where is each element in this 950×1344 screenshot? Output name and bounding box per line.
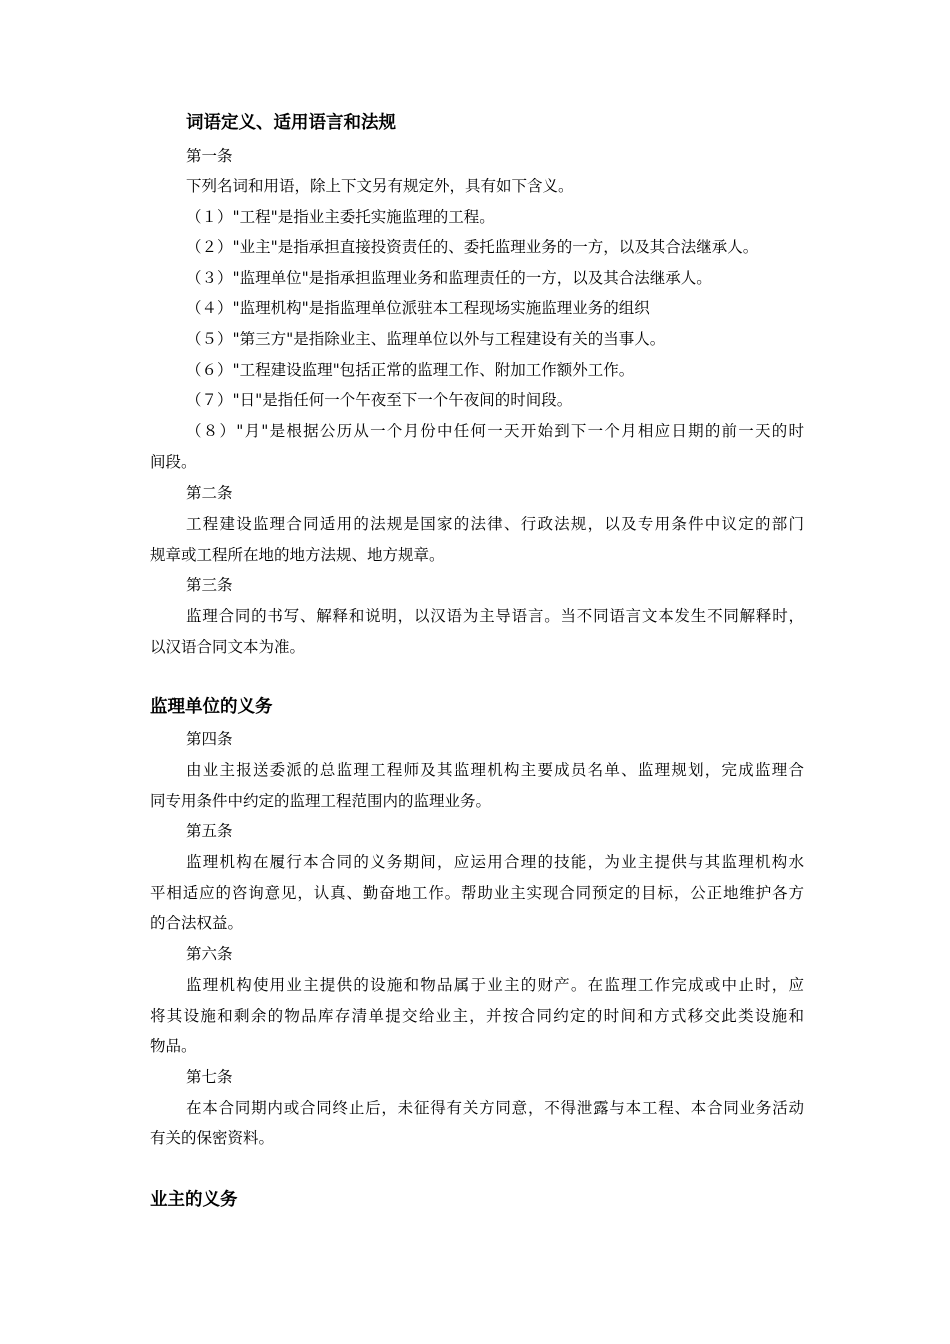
article-6-line2: 将其设施和剩余的物品库存清单提交给业主，并按合同约定的时间和方式移交此类设施和 bbox=[150, 1007, 804, 1025]
section-heading-owner-obligations: 业主的义务 bbox=[150, 1190, 238, 1210]
article-5-label: 第五条 bbox=[186, 822, 233, 840]
article-2-line1: 工程建设监理合同适用的法规是国家的法律、行政法规，以及专用条件中议定的部门 bbox=[186, 515, 804, 533]
article-6-label: 第六条 bbox=[186, 945, 233, 963]
definition-item-3: （３）"监理单位"是指承担监理业务和监理责任的一方，以及其合法继承人。 bbox=[186, 269, 712, 287]
article-4-label: 第四条 bbox=[186, 730, 233, 748]
article-5-line3: 的合法权益。 bbox=[150, 914, 244, 932]
definition-item-5: （５）"第三方"是指除业主、监理单位以外与工程建设有关的当事人。 bbox=[186, 330, 666, 348]
article-2-label: 第二条 bbox=[186, 484, 233, 502]
article-5-line1: 监理机构在履行本合同的义务期间，应运用合理的技能，为业主提供与其监理机构水 bbox=[186, 853, 804, 871]
article-7-line2: 有关的保密资料。 bbox=[150, 1129, 275, 1147]
definition-item-7: （７）"日"是指任何一个午夜至下一个午夜间的时间段。 bbox=[186, 391, 573, 409]
article-1-label: 第一条 bbox=[186, 147, 233, 165]
definition-item-4: （４）"监理机构"是指监理单位派驻本工程现场实施监理业务的组织 bbox=[186, 299, 650, 317]
section-heading-supervisor-obligations: 监理单位的义务 bbox=[150, 697, 273, 717]
section-heading-definitions: 词语定义、适用语言和法规 bbox=[186, 113, 396, 133]
article-4-line2: 同专用条件中约定的监理工程范围内的监理业务。 bbox=[150, 792, 492, 810]
article-4-line1: 由业主报送委派的总监理工程师及其监理机构主要成员名单、监理规划，完成监理合 bbox=[186, 761, 804, 779]
article-7-line1: 在本合同期内或合同终止后，未征得有关方同意，不得泄露与本工程、本合同业务活动 bbox=[186, 1099, 804, 1117]
article-3-line1: 监理合同的书写、解释和说明，以汉语为主导语言。当不同语言文本发生不同解释时， bbox=[186, 607, 804, 625]
definition-item-1: （１）"工程"是指业主委托实施监理的工程。 bbox=[186, 208, 495, 226]
definition-item-6: （６）"工程建设监理"包括正常的监理工作、附加工作额外工作。 bbox=[186, 361, 635, 379]
article-1-intro: 下列名词和用语，除上下文另有规定外，具有如下含义。 bbox=[186, 177, 574, 195]
definition-item-2: （２）"业主"是指承担直接投资责任的、委托监理业务的一方，以及其合法继承人。 bbox=[186, 238, 759, 256]
article-6-line3: 物品。 bbox=[150, 1037, 197, 1055]
definition-item-8-line2: 间段。 bbox=[150, 453, 197, 471]
article-3-line2: 以汉语合同文本为准。 bbox=[150, 638, 306, 656]
article-5-line2: 平相适应的咨询意见，认真、勤奋地工作。帮助业主实现合同预定的目标，公正地维护各方 bbox=[150, 884, 804, 902]
article-6-line1: 监理机构使用业主提供的设施和物品属于业主的财产。在监理工作完成或中止时，应 bbox=[186, 976, 804, 994]
definition-item-8-line1: （８）"月"是根据公历从一个月份中任何一天开始到下一个月相应日期的前一天的时 bbox=[186, 422, 804, 440]
article-3-label: 第三条 bbox=[186, 576, 233, 594]
article-7-label: 第七条 bbox=[186, 1068, 233, 1086]
article-2-line2: 规章或工程所在地的地方法规、地方规章。 bbox=[150, 546, 445, 564]
